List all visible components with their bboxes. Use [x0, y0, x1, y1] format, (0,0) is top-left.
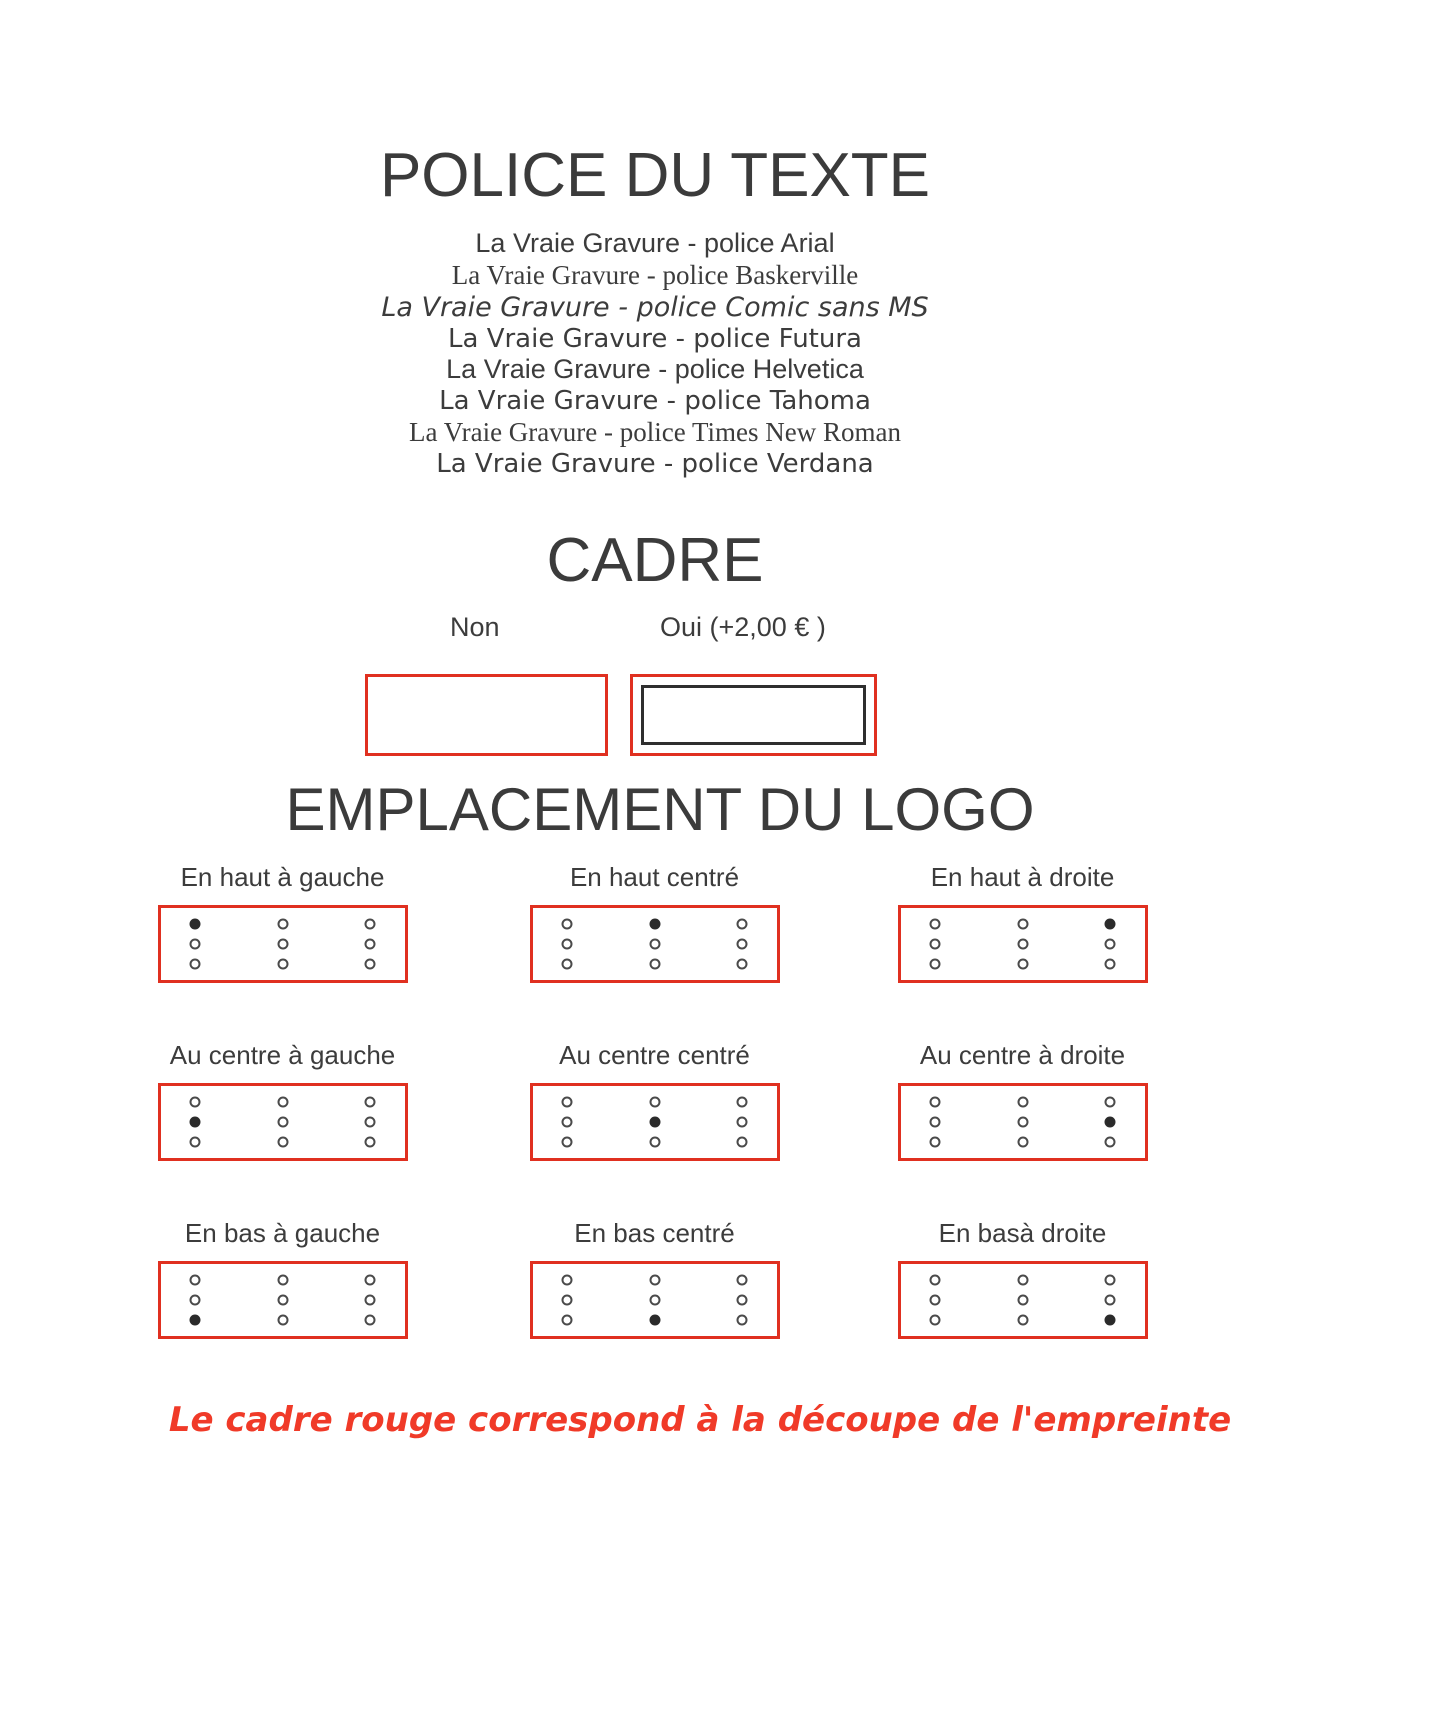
logo-position-dot: [929, 1315, 940, 1326]
logo-position-dot: [737, 1295, 748, 1306]
logo-position-dot: [561, 1274, 572, 1285]
logo-position-dot: [561, 918, 572, 929]
logo-placement-caption: En bas à gauche: [184, 1218, 381, 1248]
logo-position-dot-selected: [649, 918, 660, 929]
logo-placement-caption: Au centre centré: [559, 1040, 750, 1070]
logo-position-dot: [929, 918, 940, 929]
logo-position-dot: [277, 1295, 288, 1306]
logo-placement-preview[interactable]: [530, 905, 780, 983]
logo-position-dot: [1105, 939, 1116, 950]
logo-position-dot: [277, 1274, 288, 1285]
logo-placement-option[interactable]: [850, 862, 1195, 983]
logo-position-dot: [277, 939, 288, 950]
logo-position-dot: [1017, 1096, 1028, 1107]
logo-position-dot: [649, 1274, 660, 1285]
logo-position-dot-selected: [649, 1315, 660, 1326]
logo-placement-caption: Au centre à gauche: [169, 1040, 396, 1070]
logo-position-dot: [929, 1274, 940, 1285]
logo-position-dot: [277, 918, 288, 929]
logo-position-dot: [737, 918, 748, 929]
page-title-font: POLICE DU TEXTE: [379, 141, 931, 210]
section-title-frame: CADRE: [546, 526, 764, 595]
logo-placement-preview[interactable]: [530, 1261, 780, 1339]
logo-position-dot-selected: [189, 918, 200, 929]
logo-placement-caption: En basà droite: [938, 1218, 1107, 1248]
logo-placement-preview[interactable]: [530, 1083, 780, 1161]
logo-placement-option[interactable]: [850, 1040, 1195, 1161]
logo-position-dot: [929, 1117, 940, 1128]
logo-position-dot: [1017, 1117, 1028, 1128]
logo-position-dot: [649, 959, 660, 970]
logo-position-dot: [365, 1295, 376, 1306]
logo-position-dot: [277, 1096, 288, 1107]
font-sample-baskerville: La Vraie Gravure - police Baskerville: [451, 259, 859, 290]
logo-position-dot: [649, 1096, 660, 1107]
logo-placement-option[interactable]: [110, 1218, 455, 1339]
logo-position-dot-selected: [1105, 918, 1116, 929]
logo-placement-caption: En bas centré: [574, 1218, 735, 1248]
logo-position-dot: [365, 918, 376, 929]
logo-placement-preview[interactable]: [158, 1083, 408, 1161]
logo-position-dot: [1105, 1295, 1116, 1306]
logo-position-dot-selected: [189, 1315, 200, 1326]
logo-placement-option[interactable]: [110, 1040, 455, 1161]
logo-position-dot: [929, 1295, 940, 1306]
logo-position-dot-selected: [189, 1117, 200, 1128]
frame-inner-border: [641, 685, 866, 745]
logo-placement-preview[interactable]: [158, 905, 408, 983]
logo-position-dot: [929, 959, 940, 970]
logo-position-dot: [365, 1117, 376, 1128]
logo-placement-caption: En haut centré: [569, 862, 740, 892]
logo-position-dot: [1017, 959, 1028, 970]
logo-position-dot: [189, 1137, 200, 1148]
logo-position-dot: [1017, 1137, 1028, 1148]
font-sample-times: La Vraie Gravure - police Times New Roman: [408, 416, 901, 447]
logo-position-dot: [737, 1117, 748, 1128]
font-sample-list: [140, 228, 1170, 479]
logo-position-dot: [1017, 1274, 1028, 1285]
logo-position-dot: [561, 1096, 572, 1107]
logo-position-dot: [365, 1096, 376, 1107]
logo-position-dot: [189, 959, 200, 970]
logo-position-dot: [737, 1315, 748, 1326]
logo-placement-option[interactable]: [482, 862, 827, 983]
logo-position-dot: [189, 1295, 200, 1306]
frame-option-label-non: Non: [450, 612, 500, 642]
logo-position-dot: [929, 939, 940, 950]
logo-placement-caption: En haut à droite: [930, 862, 1115, 892]
logo-position-dot: [561, 1137, 572, 1148]
logo-position-dot: [365, 1274, 376, 1285]
section-title-logo-placement: EMPLACEMENT DU LOGO: [285, 776, 1035, 843]
logo-placement-option[interactable]: [850, 1218, 1195, 1339]
logo-position-dot: [929, 1137, 940, 1148]
logo-placement-preview[interactable]: [898, 1261, 1148, 1339]
font-sample-helvetica: La Vraie Gravure - police Helvetica: [446, 354, 864, 385]
logo-position-dot: [737, 1137, 748, 1148]
logo-position-dot: [1105, 1274, 1116, 1285]
logo-position-dot: [929, 1096, 940, 1107]
logo-position-dot: [189, 939, 200, 950]
logo-position-dot: [737, 1274, 748, 1285]
logo-position-dot: [1105, 959, 1116, 970]
logo-position-dot: [561, 959, 572, 970]
logo-position-dot: [1105, 1137, 1116, 1148]
logo-position-dot-selected: [1105, 1315, 1116, 1326]
logo-position-dot: [649, 1295, 660, 1306]
font-sample-tahoma: La Vraie Gravure - police Tahoma: [439, 386, 871, 417]
logo-placement-caption: Au centre à droite: [919, 1040, 1126, 1070]
logo-position-dot: [737, 1096, 748, 1107]
logo-placement-preview[interactable]: [898, 1083, 1148, 1161]
logo-position-dot: [189, 1274, 200, 1285]
logo-position-dot: [1017, 939, 1028, 950]
logo-placement-option[interactable]: [482, 1218, 827, 1339]
logo-position-dot: [1017, 918, 1028, 929]
logo-position-dot: [189, 1096, 200, 1107]
logo-position-dot: [1017, 1295, 1028, 1306]
logo-position-dot-selected: [1105, 1117, 1116, 1128]
logo-position-dot: [1105, 1096, 1116, 1107]
frame-preview-oui[interactable]: [630, 674, 877, 756]
logo-position-dot: [277, 1117, 288, 1128]
logo-position-dot: [277, 959, 288, 970]
logo-position-dot: [561, 1315, 572, 1326]
logo-placement-option[interactable]: [482, 1040, 827, 1161]
font-sample-verdana: La Vraie Gravure - police Verdana: [436, 448, 874, 479]
logo-position-dot: [1017, 1315, 1028, 1326]
logo-position-dot-selected: [649, 1117, 660, 1128]
logo-position-dot: [737, 959, 748, 970]
cut-line-note: Le cadre rouge correspond à la découpe de l'empreinte: [168, 1400, 1232, 1440]
logo-position-dot: [649, 1137, 660, 1148]
logo-placement-preview[interactable]: [158, 1261, 408, 1339]
logo-position-dot: [365, 939, 376, 950]
logo-position-dot: [561, 1117, 572, 1128]
logo-position-dot: [277, 1137, 288, 1148]
logo-position-dot: [365, 1137, 376, 1148]
font-sample-futura: La Vraie Gravure - police Futura: [448, 323, 862, 354]
logo-position-dot: [365, 959, 376, 970]
logo-position-dot: [561, 1295, 572, 1306]
logo-placement-option[interactable]: [110, 862, 455, 983]
font-sample-comic-sans: La Vraie Gravure - police Comic sans MS: [381, 291, 929, 323]
logo-position-dot: [561, 939, 572, 950]
logo-position-dot: [277, 1315, 288, 1326]
logo-position-dot: [365, 1315, 376, 1326]
font-sample-arial: La Vraie Gravure - police Arial: [475, 228, 835, 258]
frame-preview-non[interactable]: [365, 674, 608, 756]
logo-position-dot: [649, 939, 660, 950]
frame-option-label-oui: Oui (+2,00 € ): [660, 612, 826, 642]
logo-position-dot: [737, 939, 748, 950]
logo-placement-caption: En haut à gauche: [180, 862, 385, 892]
logo-placement-preview[interactable]: [898, 905, 1148, 983]
